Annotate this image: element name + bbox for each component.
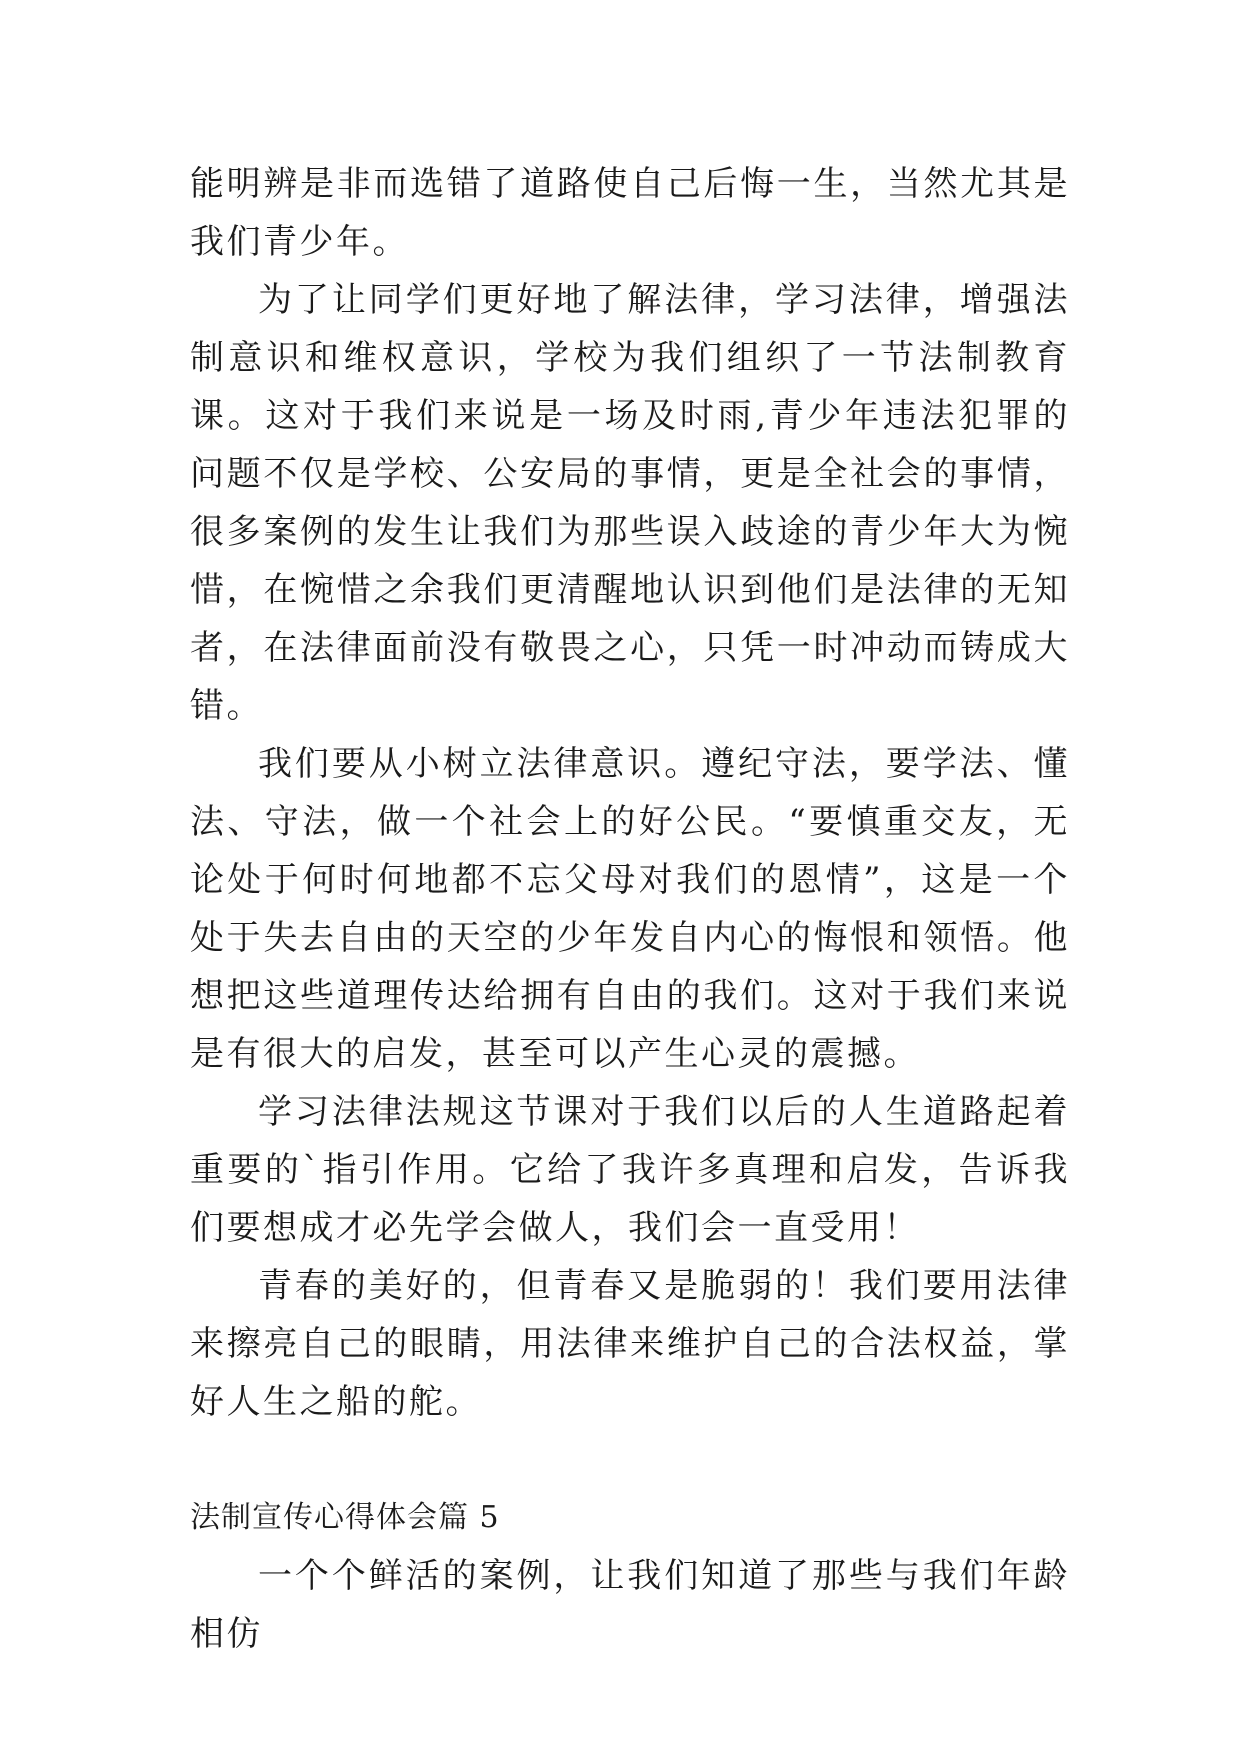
paragraph-5: 青春的美好的，但青春又是脆弱的！我们要用法律来擦亮自己的眼睛，用法律来维护自己的合法权益，掌好人生之船的舵。 (190, 1266, 1070, 1422)
section-heading: 法制宣传心得体会篇 5 (190, 1500, 500, 1535)
paragraph-6: 一个个鲜活的案例，让我们知道了那些与我们年龄相仿 (190, 1556, 1070, 1654)
paragraph-4: 学习法律法规这节课对于我们以后的人生道路起着重要的`指引作用。它给了我许多真理和启发，告诉我们要想成才必先学会做人，我们会一直受用！ (190, 1092, 1070, 1248)
paragraph-3: 我们要从小树立法律意识。遵纪守法，要学法、懂法、守法，做一个社会上的好公民。“要慎重交友，无论处于何时何地都不忘父母对我们的恩情”，这是一个处于失去自由的天空的少年发自内心的悔恨和领悟。他想把这些道理传达给拥有自由的我们。这对于我们来说是有很大的启发，甚至可以产生心灵的震撼。 (190, 744, 1070, 1074)
paragraph-2: 为了让同学们更好地了解法律，学习法律，增强法制意识和维权意识，学校为我们组织了一节法制教育课。这对于我们来说是一场及时雨,青少年违法犯罪的问题不仅是学校、公安局的事情，更是全社会的事情，很多案例的发生让我们为那些误入歧途的青少年大为惋惜，在惋惜之余我们更清醒地认识到他们是法律的无知者，在法律面前没有敬畏之心，只凭一时冲动而铸成大错。 (190, 280, 1070, 726)
document-body (190, 155, 1070, 1663)
paragraph-1: 能明辨是非而选错了道路使自己后悔一生，当然尤其是我们青少年。 (190, 164, 1070, 262)
